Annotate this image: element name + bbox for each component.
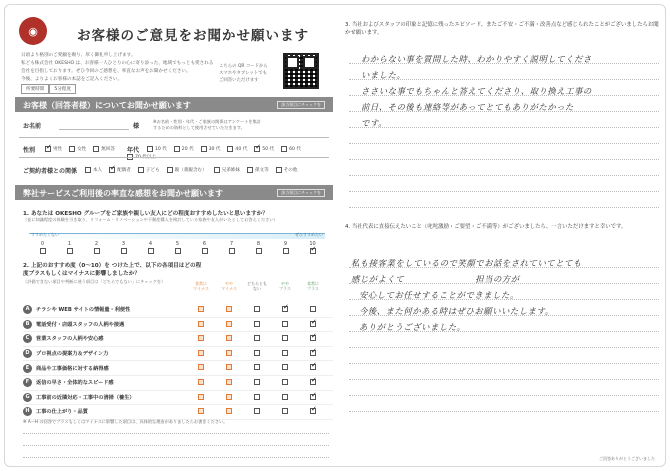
rating-cell[interactable] (218, 379, 240, 385)
scale-high-label: ぜひすすめたい (294, 232, 323, 237)
rating-cell[interactable] (302, 350, 324, 356)
answer-line[interactable] (349, 191, 659, 192)
scale-number: 6 (202, 241, 207, 247)
rating-item-a (23, 303, 333, 318)
answer-line[interactable] (349, 143, 659, 144)
rating-checkbox[interactable] (310, 394, 316, 400)
rating-checkbox[interactable] (254, 350, 260, 356)
item-label: 工事前の近隣対応・工事中の清掃（養生） (36, 394, 135, 401)
answer-line[interactable] (349, 363, 659, 364)
item-letter-badge: E (23, 364, 32, 373)
age-option[interactable] (227, 146, 247, 152)
checkbox[interactable] (201, 146, 207, 152)
option-label: 男性 (52, 147, 63, 152)
scale-option-6[interactable] (191, 241, 218, 254)
scale-option-3[interactable] (110, 241, 137, 254)
checkbox[interactable] (93, 146, 99, 152)
age-label: 年代 (127, 147, 140, 154)
rating-checkbox[interactable] (310, 350, 316, 356)
item-letter-badge: A (23, 305, 32, 314)
section2-band (15, 185, 333, 200)
checkbox[interactable] (281, 146, 287, 152)
rating-checkbox[interactable] (282, 335, 288, 341)
rating-cell[interactable] (246, 306, 268, 312)
option-label: 配偶者 (117, 168, 131, 173)
relation-option[interactable] (247, 167, 269, 173)
relation-option[interactable] (85, 167, 102, 173)
answer-line[interactable] (349, 207, 659, 208)
rating-column-header: やや マイナス (221, 281, 237, 291)
rating-checkbox[interactable] (198, 306, 204, 312)
checkbox[interactable] (214, 167, 220, 173)
rating-cell[interactable] (190, 306, 212, 312)
page-title: お客様のご意見をお聞かせ願います (77, 28, 309, 44)
rating-checkbox[interactable] (310, 379, 316, 385)
rating-cell[interactable] (302, 335, 324, 341)
rating-cell[interactable] (190, 408, 212, 414)
scale-number: 9 (283, 241, 288, 247)
rating-cell[interactable] (246, 350, 268, 356)
relation-option[interactable] (167, 167, 207, 173)
scale-option-5[interactable] (164, 241, 191, 254)
checkbox[interactable] (138, 167, 144, 173)
question-1 (23, 209, 328, 223)
rating-checkbox[interactable] (310, 408, 316, 414)
company-logo-icon: ◉ (19, 17, 47, 45)
option-label: 70 代以上 (135, 155, 157, 160)
rating-cell[interactable] (218, 335, 240, 341)
rating-cell[interactable] (274, 321, 296, 327)
rating-checkbox[interactable] (254, 394, 260, 400)
rating-checkbox[interactable] (282, 364, 288, 370)
rating-item-h (23, 405, 333, 420)
question-4-text: 4. 当社代表に直接伝えたいこと（叱咤激励・ご要望・ご不満等）がございましたら、一言いただけますと幸いです。 (345, 224, 627, 230)
divider (19, 157, 329, 158)
question-2-text: 2. 上記のおすすめ度（0〜10）を つけた上で、以下の各項目はどの程度プラスもしくはマイナスに影響しましたか？ (23, 263, 202, 277)
rating-cell[interactable] (246, 408, 268, 414)
option-label: 10 代 (154, 147, 167, 152)
rating-checkbox[interactable] (226, 394, 232, 400)
rating-checkbox[interactable] (198, 335, 204, 341)
rating-checkbox[interactable] (310, 321, 316, 327)
name-field[interactable] (59, 129, 129, 130)
rating-cell[interactable] (190, 394, 212, 400)
rating-cell[interactable] (246, 394, 268, 400)
rating-item-b (23, 318, 333, 333)
answer-3-line: です。 (361, 118, 387, 128)
answer-4-line: 今後、また何かある時はぜひお願いいたします。 (359, 306, 554, 316)
name-suffix (133, 121, 139, 130)
intro-line: 日頃より格別のご愛顧を賜り、厚く御礼申し上げます。 (21, 53, 136, 58)
rating-cell[interactable] (218, 306, 240, 312)
option-label: 女性 (77, 147, 87, 152)
time-value: 5分程度 (49, 84, 76, 94)
privacy-note: ※お名前・性別・年代・ご家族の関係はアンケートを集計 するための資料として使用させていただきます。 (153, 119, 261, 130)
rating-checkbox[interactable] (226, 350, 232, 356)
rating-column-header: 非常に プラス (307, 281, 319, 291)
answer-line[interactable] (349, 347, 659, 348)
rating-item-c (23, 332, 333, 347)
relation-option[interactable] (138, 167, 160, 173)
rating-checkbox[interactable] (310, 335, 316, 341)
item-label: 商品や工事価格に対する納得感 (36, 365, 109, 372)
answer-3-line: ささいな事でもちゃんと答えてくださり、取り換え工事の (361, 86, 592, 96)
age-option[interactable] (147, 146, 167, 152)
rating-cell[interactable] (246, 321, 268, 327)
rating-cell[interactable] (274, 350, 296, 356)
rating-cell[interactable] (274, 364, 296, 370)
rating-cell[interactable] (246, 335, 268, 341)
rating-checkbox[interactable] (310, 306, 316, 312)
scale-option-1[interactable] (56, 241, 83, 254)
section2-check-hint: 該当項目にチェックを (277, 189, 325, 197)
answer-3-line: いました。 (361, 70, 406, 80)
answer-line[interactable] (23, 457, 329, 458)
rating-checkbox[interactable] (226, 306, 232, 312)
age-row (127, 145, 333, 162)
rating-checkbox[interactable] (310, 364, 316, 370)
rating-item-d (23, 347, 333, 362)
answer-line[interactable] (349, 175, 659, 176)
gender-option-female[interactable] (69, 146, 86, 152)
survey-sheet (4, 4, 666, 467)
scale-option-2[interactable] (83, 241, 110, 254)
left-column (15, 11, 333, 461)
scale-option-8[interactable] (245, 241, 272, 254)
checkbox[interactable] (310, 248, 316, 254)
thanks-note: ご回答ありがとうございました (599, 456, 655, 461)
rating-checkbox[interactable] (254, 306, 260, 312)
scale-option-4[interactable] (137, 241, 164, 254)
rating-cell[interactable] (302, 379, 324, 385)
checkbox[interactable] (283, 248, 289, 254)
rating-cell[interactable] (302, 364, 324, 370)
rating-cell[interactable] (190, 350, 212, 356)
section2-heading: 弊社サービスご利用後の率直な感想をお聞かせ願います (23, 189, 223, 198)
section1-band (15, 97, 333, 112)
age-option-50s[interactable] (254, 146, 274, 152)
answer-line[interactable] (23, 433, 329, 434)
rating-cell[interactable] (190, 321, 212, 327)
intro-text (21, 52, 221, 84)
rating-checkbox[interactable] (254, 379, 260, 385)
rating-checkbox[interactable] (282, 379, 288, 385)
item-label: 営業スタッフの人柄や安心感 (36, 336, 104, 343)
scale-option-10[interactable] (299, 241, 326, 254)
item-label: 工事の仕上がり・品質 (36, 409, 88, 416)
rating-checkbox[interactable] (282, 408, 288, 414)
option-label: 30 代 (208, 147, 221, 152)
answer-line[interactable] (349, 379, 659, 380)
answer-line[interactable] (349, 411, 659, 412)
scale-number: 5 (175, 241, 180, 247)
gender-option-none[interactable] (93, 146, 115, 152)
qr-code-icon[interactable] (283, 53, 319, 89)
item-label: 返信の早さ・全体的なスピード感 (36, 380, 114, 387)
rating-cell[interactable] (302, 321, 324, 327)
checkbox[interactable] (202, 248, 208, 254)
gender-option-male[interactable] (45, 146, 62, 152)
name-label: お名前 (23, 123, 42, 130)
answer-line[interactable] (349, 127, 659, 128)
intro-line: 私ども株式会社 OKESHO は、お客様一人ひとりの心に寄り添った、地域でもっとも愛される (21, 61, 214, 66)
scale-number: 10 (309, 241, 316, 247)
rating-checkbox[interactable] (198, 394, 204, 400)
rating-checkbox[interactable] (198, 321, 204, 327)
item-letter-badge: C (23, 334, 32, 343)
checkbox[interactable] (45, 146, 51, 152)
rating-checkbox[interactable] (254, 408, 260, 414)
right-column (345, 21, 663, 466)
rating-cell[interactable] (246, 379, 268, 385)
answer-4-line: ありがとうございました。 (359, 322, 466, 332)
rating-cell[interactable] (274, 394, 296, 400)
scale-number: 8 (256, 241, 261, 247)
rating-cell[interactable] (274, 335, 296, 341)
question-2 (23, 262, 203, 286)
answer-3-line: 前日、その後も連絡等があってとてもありがたかった (361, 102, 574, 112)
relation-option[interactable] (214, 167, 240, 173)
scale-option-7[interactable] (218, 241, 245, 254)
rating-checkbox[interactable] (198, 350, 204, 356)
rating-checkbox[interactable] (254, 321, 260, 327)
item-label: プロ視点の提案力＆デザイン力 (36, 351, 109, 358)
rating-checkbox[interactable] (198, 379, 204, 385)
item-label: チラシや WEB サイトの情報量・利便性 (36, 307, 131, 314)
question-3-text: 3. 当社およびスタッフの印象と記憶に残ったエピソード、またご不安・ご不満・改善点など感じられたことがございましたらお聞かせ願います。 (345, 22, 659, 36)
checkbox[interactable] (167, 167, 173, 173)
intro-line: 会社を目指しております。ぜひ今回のご感想を、率直なお声をお聞かせください。 (21, 69, 191, 74)
intro-line: 今後、よりよくお客様の本誌をご記入ください。 (21, 77, 123, 82)
time-label: 所要時間 (21, 84, 49, 94)
scale-number: 1 (67, 241, 72, 247)
age-option[interactable] (281, 146, 301, 152)
rating-note: ※ A〜H の回答でプラスもしくはマイナスに影響した項目は、具体的な理由がありましたらお書きください。 (23, 419, 228, 424)
checkbox[interactable] (174, 146, 180, 152)
checkbox[interactable] (147, 146, 153, 152)
rating-checkbox[interactable] (198, 364, 204, 370)
rating-cell[interactable] (218, 350, 240, 356)
name-suffix-text: 様 (133, 123, 140, 130)
rating-cell[interactable] (302, 394, 324, 400)
rating-cell[interactable] (302, 306, 324, 312)
scale-option-9[interactable] (272, 241, 299, 254)
rating-item-e (23, 361, 333, 376)
rating-checkbox[interactable] (226, 335, 232, 341)
checkbox[interactable] (254, 146, 260, 152)
rating-cell[interactable] (218, 364, 240, 370)
question-1-sub: （並に知識程度の体験を引き取り、リフォーム・リノベーションや不動産購入を検討している家族や友人がいたとしてお答えください） (23, 217, 278, 222)
option-label: 無回答 (101, 147, 115, 152)
rating-cell[interactable] (190, 379, 212, 385)
rating-cell[interactable] (218, 394, 240, 400)
scale-bar (29, 233, 325, 239)
scale-number: 7 (229, 241, 234, 247)
checkbox[interactable] (256, 248, 262, 254)
rating-cell[interactable] (218, 408, 240, 414)
recommend-scale (29, 233, 325, 255)
rating-checkbox[interactable] (282, 306, 288, 312)
relation-option[interactable] (276, 167, 298, 173)
checkbox[interactable] (94, 248, 100, 254)
item-letter-badge: H (23, 407, 32, 416)
answer-4-line: 安心してお任せすることができました。 (359, 290, 519, 300)
rating-checkbox[interactable] (226, 321, 232, 327)
rating-cell[interactable] (190, 335, 212, 341)
gender-row (23, 145, 120, 154)
rating-cell[interactable] (274, 408, 296, 414)
rating-checkbox[interactable] (198, 408, 204, 414)
question-2-sub: （評価できない項目や判断に迷う項目は「どちらでもない」にチェックを） (23, 279, 166, 284)
rating-column-header: やや プラス (279, 281, 291, 291)
checkbox[interactable] (109, 167, 115, 173)
checkbox[interactable] (85, 167, 91, 173)
option-label: 子ども (145, 168, 160, 173)
gender-label: 性別 (23, 147, 36, 154)
answer-4-line: 感じがよくて 担当の方が (351, 274, 520, 284)
time-estimate (21, 84, 76, 94)
rating-cell[interactable] (274, 306, 296, 312)
name-row (23, 121, 41, 130)
rating-column-header: どちらとも ない (247, 281, 267, 291)
scale-number: 3 (121, 241, 126, 247)
answer-3-line: わからない事を質問した時、わかりやすく説明してくださ (361, 54, 592, 64)
section1-check-hint: 該当項目にチェックを (277, 101, 325, 109)
option-label: 50 代 (262, 147, 275, 152)
checkbox[interactable] (69, 146, 75, 152)
divider (19, 137, 329, 138)
rating-checkbox[interactable] (254, 364, 260, 370)
rating-cell[interactable] (246, 364, 268, 370)
checkbox[interactable] (276, 167, 282, 173)
item-letter-badge: D (23, 349, 32, 358)
option-label: 20 代 (181, 147, 194, 152)
relation-option-spouse[interactable] (109, 167, 131, 173)
checkbox[interactable] (227, 146, 233, 152)
answer-4-line: 私も接客業をしているので笑顔でお話をされていてとても (351, 258, 582, 268)
rating-checkbox[interactable] (282, 321, 288, 327)
question-1-text: 1. あなたは OKESHO グループをご家族や親しい友人にどの程度おすすめしたいと思いますか？ (23, 211, 268, 217)
checkbox[interactable] (175, 248, 181, 254)
rating-checkbox[interactable] (282, 394, 288, 400)
age-option[interactable] (174, 146, 194, 152)
checkbox[interactable] (67, 248, 73, 254)
age-option[interactable] (201, 146, 221, 152)
rating-cell[interactable] (190, 364, 212, 370)
option-label: 本人 (92, 168, 103, 173)
answer-line[interactable] (349, 395, 659, 396)
answer-line[interactable] (349, 159, 659, 160)
item-label: 電話受付・店頭スタッフの人柄や接遇 (36, 321, 125, 328)
section1-heading: お客様（回答者様）についてお聞かせ願います (23, 101, 191, 110)
option-label: 60 代 (289, 147, 301, 152)
scale-number: 2 (94, 241, 99, 247)
item-letter-badge: G (23, 393, 32, 402)
checkbox[interactable] (229, 248, 235, 254)
rating-items (23, 303, 333, 420)
rating-item-g (23, 391, 333, 406)
option-label: 親（義親含む） (174, 168, 207, 173)
rating-checkbox[interactable] (282, 350, 288, 356)
scale-number: 4 (148, 241, 153, 247)
answer-line[interactable] (23, 445, 329, 446)
rating-cell[interactable] (302, 408, 324, 414)
option-label: 兄弟姉妹 (221, 168, 240, 173)
checkbox[interactable] (121, 248, 127, 254)
scale-number: 0 (40, 241, 45, 247)
rating-cell[interactable] (218, 321, 240, 327)
rating-checkbox[interactable] (226, 379, 232, 385)
rating-item-f (23, 376, 333, 391)
relation-label: ご契約者様との関係 (23, 168, 78, 175)
rating-checkbox[interactable] (226, 364, 232, 370)
option-label: 40 代 (235, 147, 248, 152)
checkbox[interactable] (40, 248, 46, 254)
qr-note: こちらの QR コードから スマホやタブレットでも ご回答いただけます (219, 64, 268, 83)
scale-option-0[interactable] (29, 241, 56, 254)
rating-checkbox[interactable] (226, 408, 232, 414)
option-label: その他 (283, 168, 298, 173)
rating-checkbox[interactable] (254, 335, 260, 341)
checkbox[interactable] (247, 167, 253, 173)
item-letter-badge: F (23, 378, 32, 387)
item-letter-badge: B (23, 320, 32, 329)
checkbox[interactable] (148, 248, 154, 254)
rating-column-header: 非常に マイナス (193, 281, 209, 291)
option-label: 孫文等 (254, 168, 269, 173)
scale-low-label: すすめたくない (31, 232, 60, 237)
relation-row (23, 166, 297, 175)
rating-cell[interactable] (274, 379, 296, 385)
